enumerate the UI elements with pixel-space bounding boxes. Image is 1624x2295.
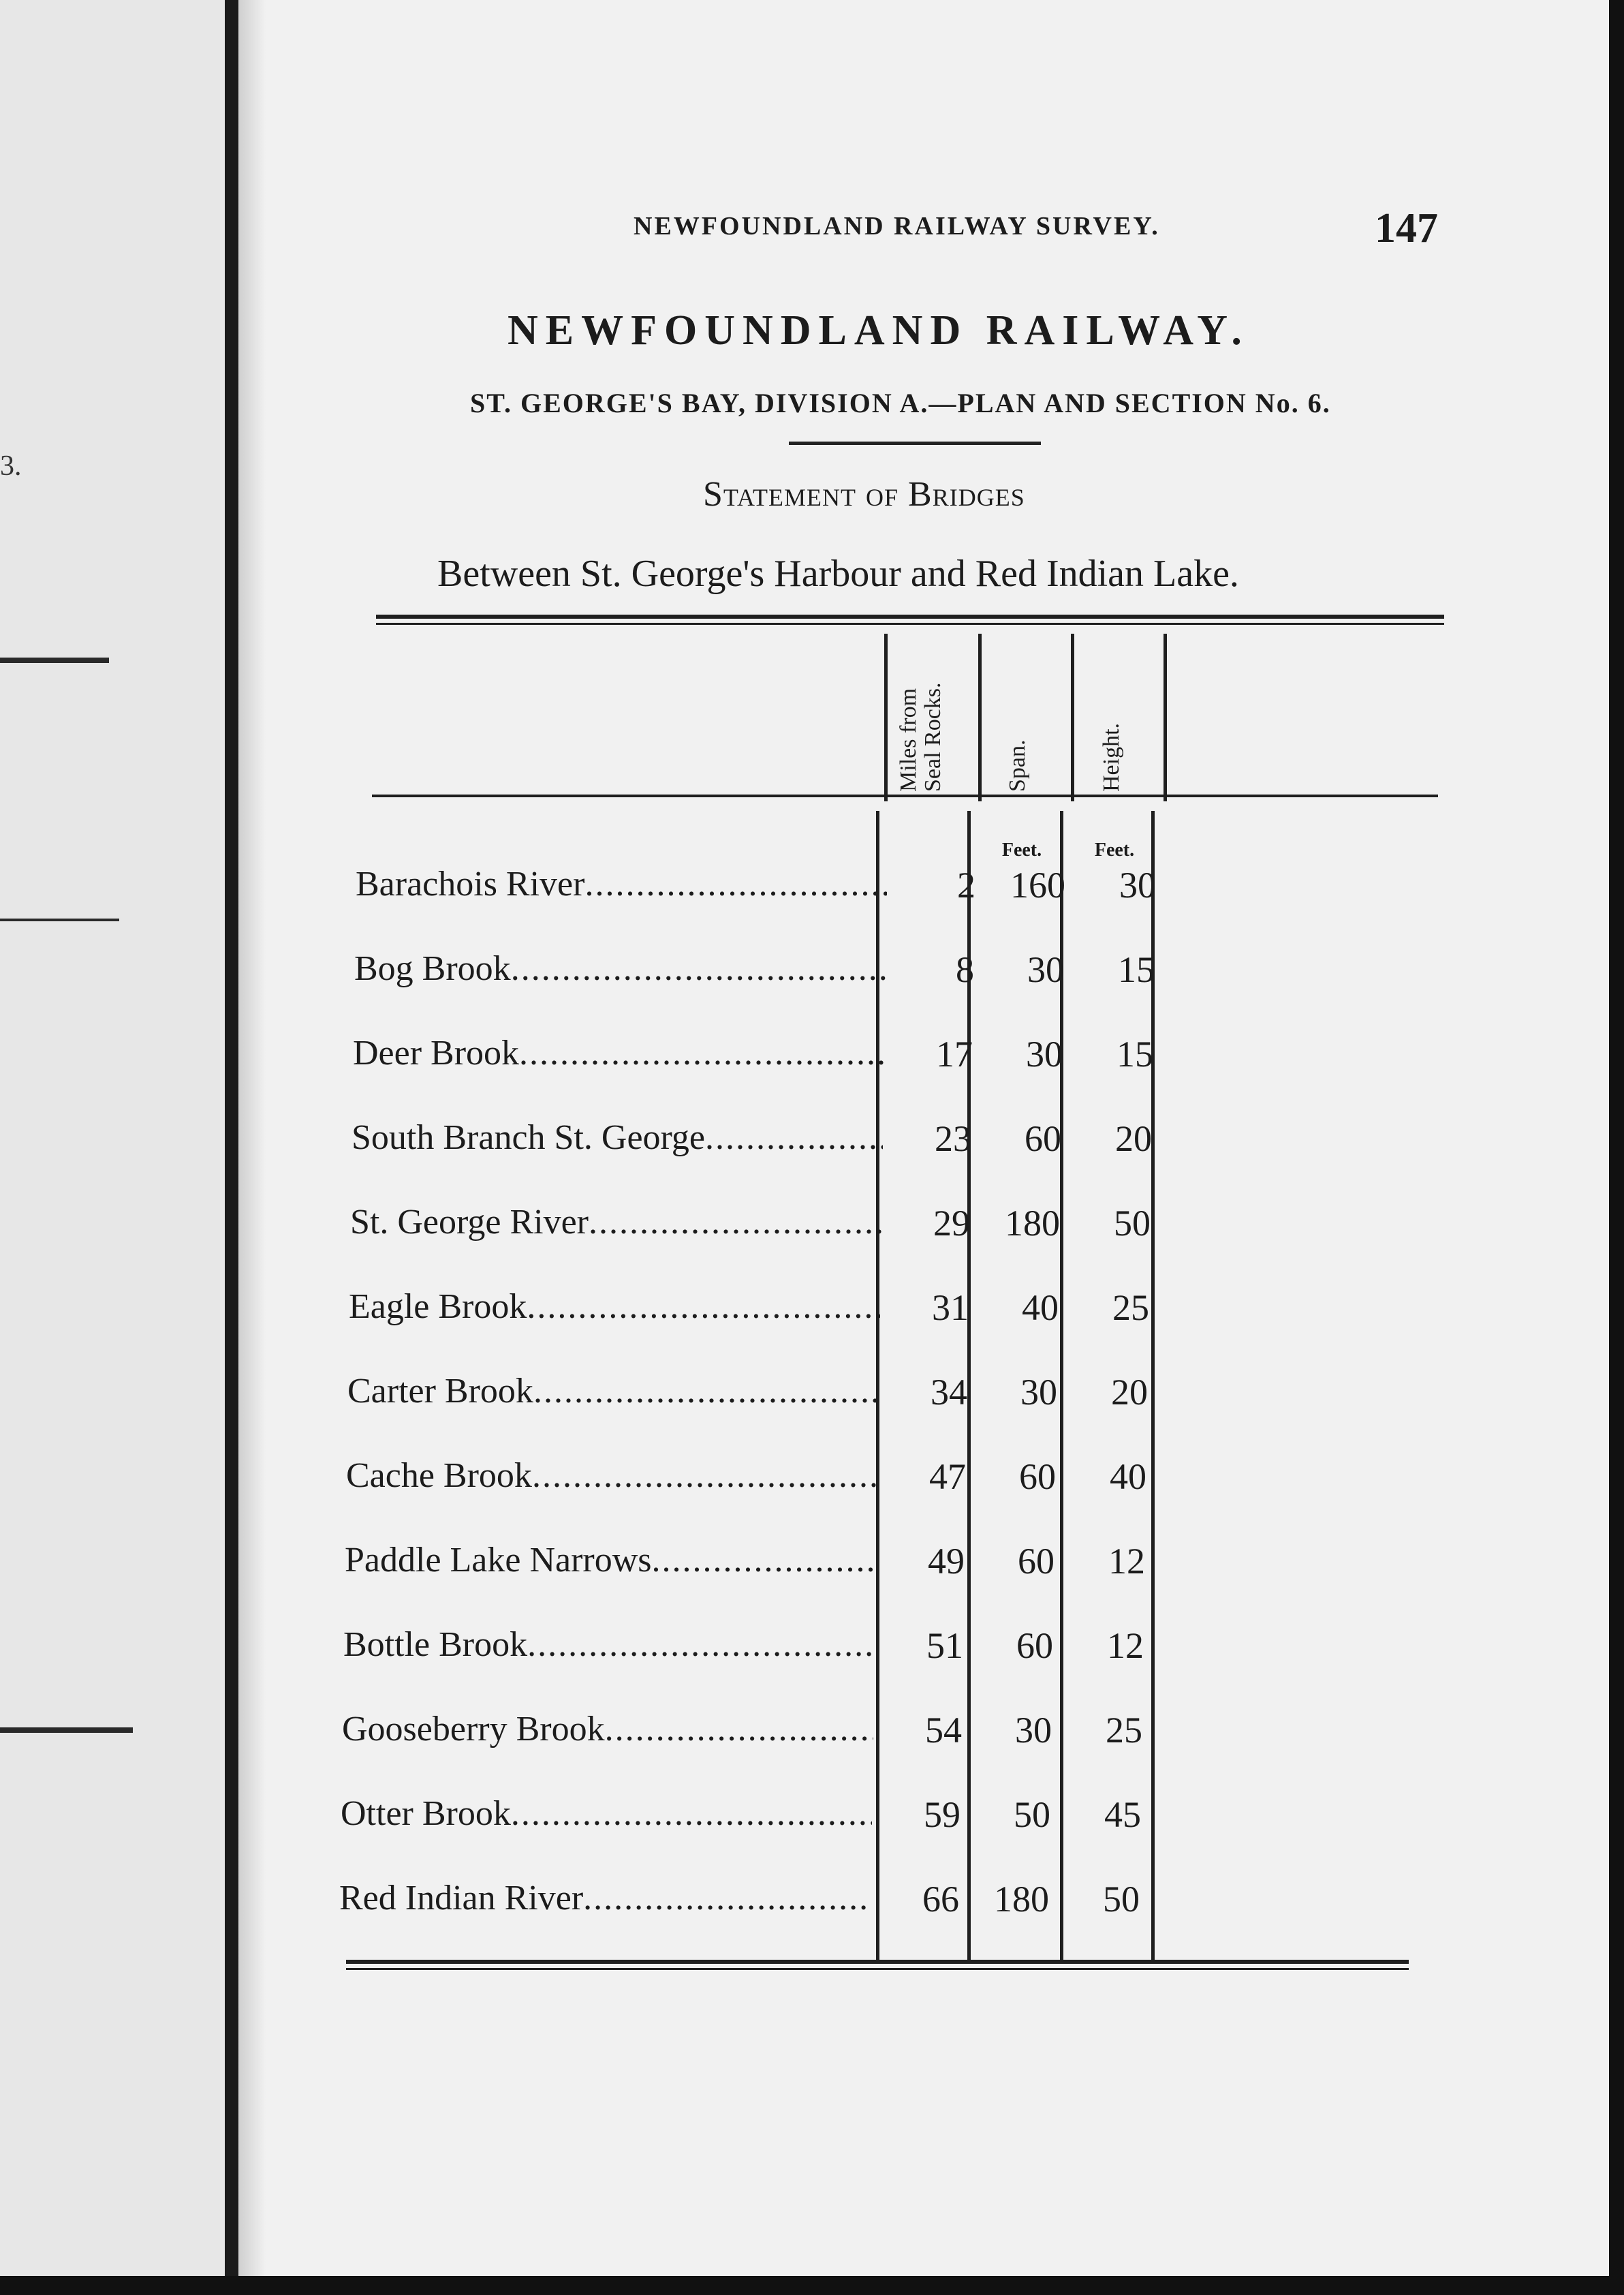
- column-header-span: Span.: [1005, 739, 1030, 792]
- span-value: 180: [994, 1879, 1049, 1920]
- height-value: 25: [1112, 1287, 1149, 1328]
- table-row: [350, 1202, 1168, 1250]
- table-row: [354, 949, 1172, 996]
- column-header-miles: Miles from Seal Rocks.: [896, 682, 946, 792]
- right-page-edge: [1609, 0, 1624, 2295]
- left-page-strip: [0, 0, 225, 2276]
- table-header-rule: [372, 795, 1438, 797]
- table-row: [342, 1709, 1159, 1757]
- running-head: NEWFOUNDLAND RAILWAY SURVEY.: [634, 212, 1160, 241]
- height-value: 12: [1108, 1541, 1145, 1582]
- binding-line: [225, 0, 238, 2276]
- table-row: [339, 1878, 1157, 1926]
- height-value: 30: [1119, 865, 1156, 906]
- span-value: 180: [1005, 1203, 1060, 1244]
- table-row: [345, 1540, 1162, 1588]
- miles-value: 47: [929, 1456, 966, 1497]
- binding-shadow: [238, 0, 266, 2276]
- bridge-name: St. George River .....: [350, 1202, 881, 1242]
- bridge-name: Bottle Brook .....: [343, 1624, 875, 1665]
- height-value: 45: [1104, 1794, 1141, 1835]
- table-row: [356, 864, 1173, 912]
- height-value: 25: [1106, 1710, 1142, 1751]
- table-row: [347, 1371, 1165, 1419]
- span-value: 30: [1027, 949, 1064, 990]
- left-page-rule: [0, 919, 119, 921]
- miles-value: 2: [957, 865, 975, 906]
- left-page-rule: [0, 1727, 133, 1733]
- span-value: 60: [1018, 1541, 1055, 1582]
- bridge-name: Otter Brook .....: [341, 1793, 872, 1834]
- span-value: 30: [1020, 1372, 1057, 1413]
- miles-value: 49: [928, 1541, 965, 1582]
- span-value: 160: [1010, 865, 1065, 906]
- height-value: 50: [1114, 1203, 1151, 1244]
- table-row: [346, 1455, 1164, 1503]
- miles-value: 29: [933, 1203, 970, 1244]
- table-top-rule: [376, 615, 1444, 619]
- height-value: 20: [1111, 1372, 1148, 1413]
- table-top-rule-thin: [376, 623, 1444, 625]
- span-value: 50: [1014, 1794, 1050, 1835]
- miles-value: 8: [956, 949, 974, 990]
- bridge-name: Gooseberry Brook .....: [342, 1709, 873, 1749]
- title-rule: [789, 442, 1041, 445]
- span-value: 40: [1022, 1287, 1059, 1328]
- miles-value: 17: [936, 1034, 973, 1075]
- miles-value: 31: [932, 1287, 969, 1328]
- bridge-name: South Branch St. George .....: [352, 1118, 883, 1158]
- miles-value: 23: [935, 1118, 971, 1159]
- table-row: [349, 1287, 1166, 1334]
- route-heading: Between St. George's Harbour and Red Indian Lake.: [437, 553, 1239, 595]
- height-value: 50: [1103, 1879, 1140, 1920]
- header-column-divider: [978, 634, 982, 801]
- header-column-divider: [884, 634, 888, 801]
- page-subtitle: ST. GEORGE'S BAY, DIVISION A.—PLAN AND SECTION No. 6.: [470, 388, 1331, 418]
- table-row: [353, 1033, 1170, 1081]
- height-value: 20: [1115, 1118, 1152, 1159]
- table-row: [352, 1118, 1169, 1165]
- span-value: 60: [1025, 1118, 1061, 1159]
- span-value: 60: [1019, 1456, 1056, 1497]
- height-value: 15: [1118, 949, 1155, 990]
- miles-value: 54: [925, 1710, 962, 1751]
- bridge-name: Carter Brook .....: [347, 1371, 879, 1411]
- bridge-name: Barachois River .....: [356, 864, 887, 904]
- bridge-name: Bog Brook .....: [354, 949, 886, 989]
- bridge-name: Deer Brook .....: [353, 1033, 884, 1073]
- header-column-divider: [1164, 634, 1167, 801]
- height-value: 12: [1107, 1625, 1144, 1666]
- height-unit: Feet.: [1094, 840, 1135, 861]
- span-value: 30: [1026, 1034, 1063, 1075]
- bridge-name: Paddle Lake Narrows .....: [345, 1540, 876, 1580]
- table-row: [341, 1793, 1158, 1841]
- table-bottom-rule-thin: [346, 1968, 1409, 1970]
- table-row: [343, 1624, 1161, 1672]
- statement-heading: Statement of Bridges: [703, 475, 1025, 514]
- bridge-name: Eagle Brook .....: [349, 1287, 880, 1327]
- height-value: 40: [1110, 1456, 1146, 1497]
- left-page-fragment: 3.: [0, 450, 22, 482]
- span-value: 30: [1015, 1710, 1052, 1751]
- miles-value: 51: [926, 1625, 963, 1666]
- height-value: 15: [1116, 1034, 1153, 1075]
- span-value: 60: [1016, 1625, 1053, 1666]
- header-column-divider: [1071, 634, 1074, 801]
- page-title: NEWFOUNDLAND RAILWAY.: [507, 307, 1249, 354]
- span-unit: Feet.: [1001, 840, 1042, 861]
- bottom-page-edge: [0, 2276, 1624, 2295]
- miles-value: 66: [922, 1879, 959, 1920]
- page-number: 147: [1375, 205, 1438, 251]
- column-header-height: Height.: [1099, 722, 1124, 792]
- miles-value: 59: [924, 1794, 961, 1835]
- miles-value: 34: [931, 1372, 967, 1413]
- bridge-name: Cache Brook .....: [346, 1455, 877, 1496]
- left-page-rule: [0, 658, 109, 663]
- bridge-name: Red Indian River .....: [339, 1878, 871, 1918]
